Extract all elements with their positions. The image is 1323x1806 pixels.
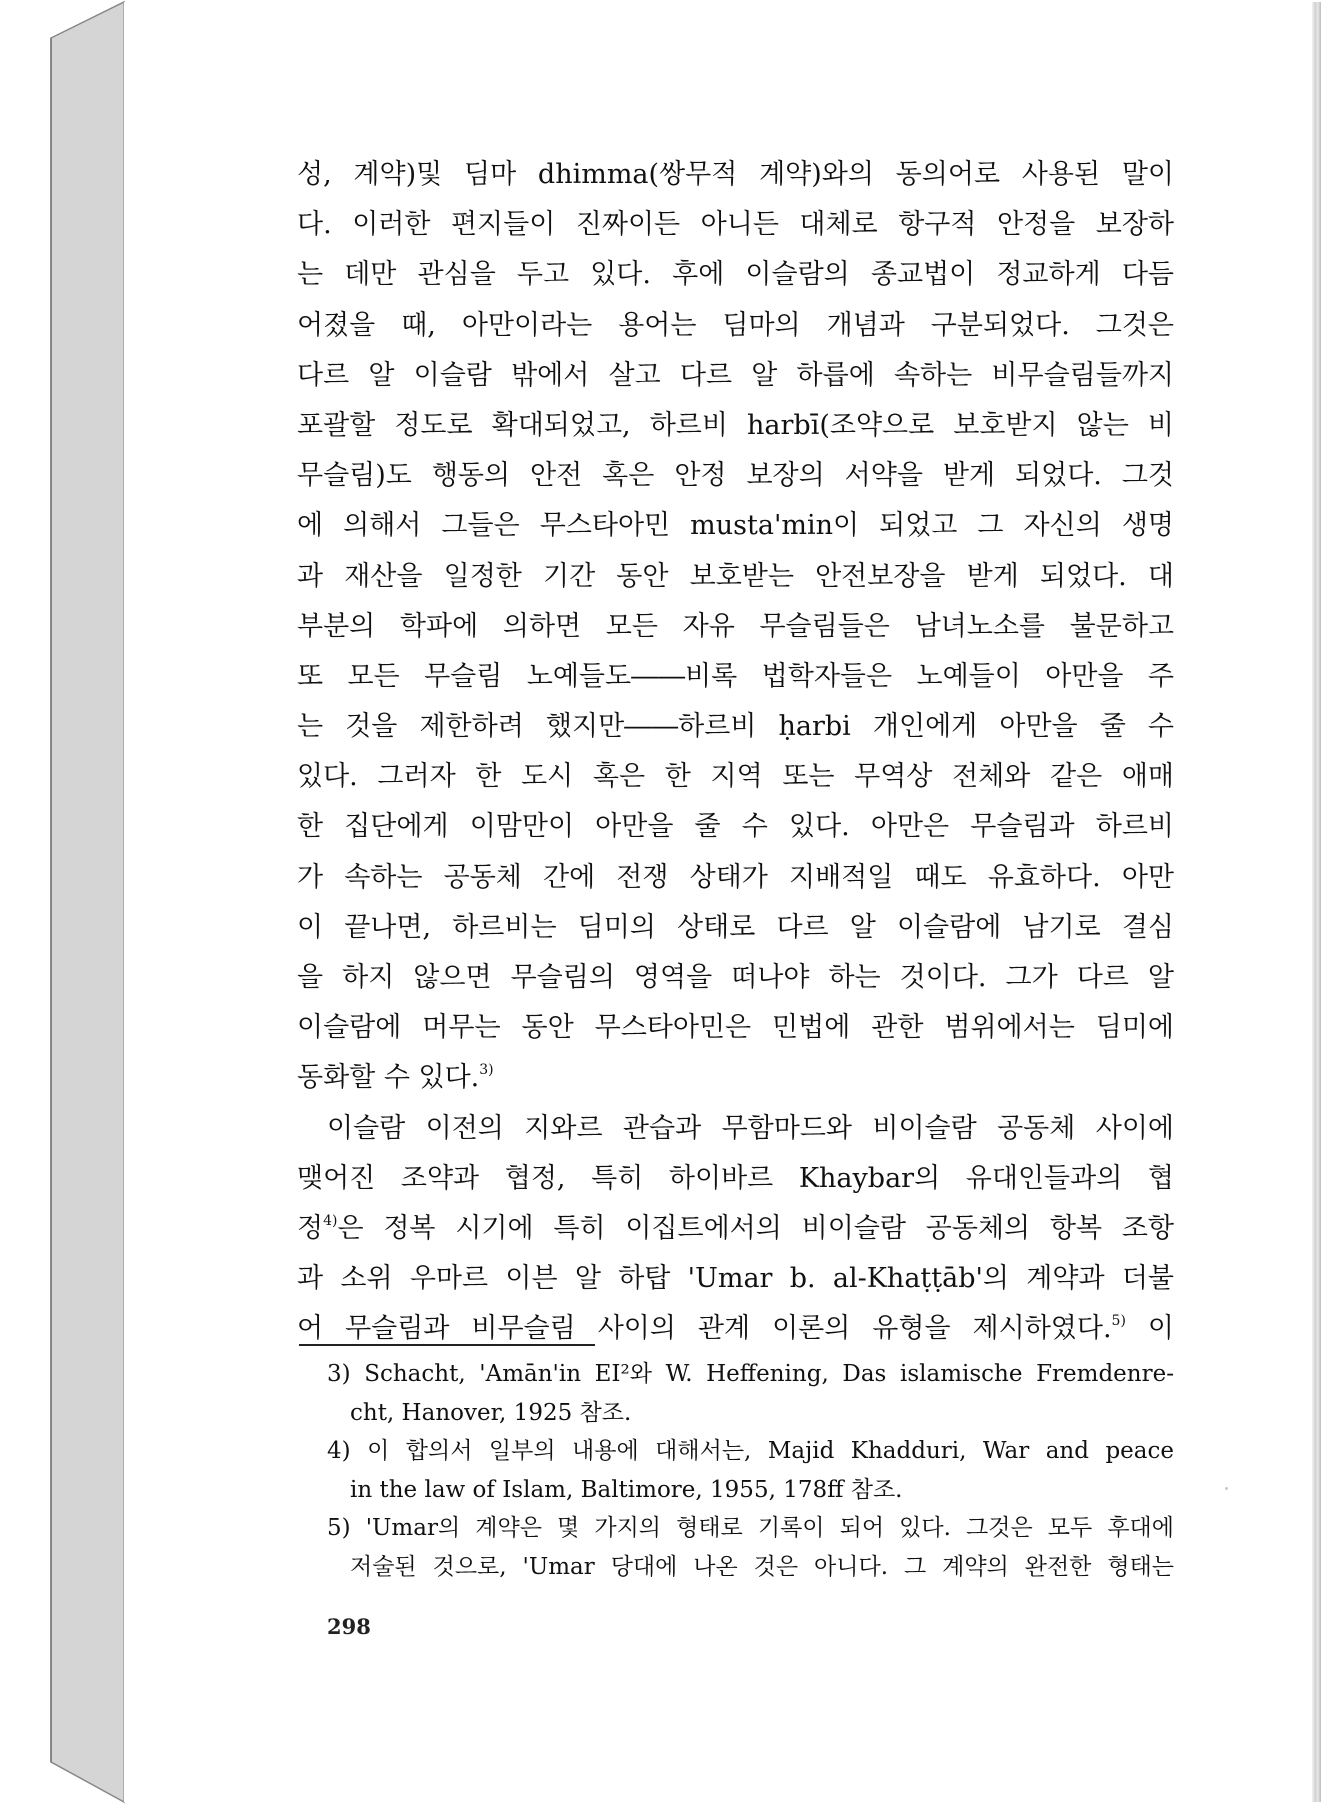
body-line: 과 재산을 일정한 기간 동안 보호받는 안전보장을 받게 되었다. 대 xyxy=(297,560,1174,592)
body-line: 이슬람에 머무는 동안 무스타아민은 민법에 관한 범위에서는 딤미에 xyxy=(297,1012,1174,1044)
body-text xyxy=(297,150,1174,1355)
body-line: 다. 이러한 편지들이 진짜이든 아니든 대체로 항구적 안정을 보장하 xyxy=(297,209,1174,241)
footnote-ref-3[interactable]: 3) xyxy=(479,1062,494,1079)
body-line xyxy=(297,1053,1174,1103)
body-line: 을 하지 않으면 무슬림의 영역을 떠나야 하는 것이다. 그가 다르 알 xyxy=(297,962,1174,993)
footnote-line: 5) 'Umar의 계약은 몇 가지의 형태로 기록이 되어 있다. 그것은 모두 후대에 xyxy=(327,1515,1174,1541)
body-line: 부분의 학파에 의하면 모든 자유 무슬림들은 남녀노소를 불문하고 xyxy=(297,610,1174,642)
body-line: 맺어진 조약과 협정, 특히 하이바르 Khaybar의 유대인들과의 협 xyxy=(297,1162,1174,1194)
body-line: 에 의해서 그들은 무스타아민 musta'min이 되었고 그 자신의 생명 xyxy=(297,510,1174,542)
footnotes xyxy=(327,1355,1174,1586)
footnote-ref-5[interactable]: 5) xyxy=(1111,1313,1126,1330)
body-line xyxy=(297,1204,1174,1254)
footnote-line: 3) Schacht, 'Amān'in EI²와 W. Heffening, Das islamische Fremdenre- xyxy=(327,1361,1174,1387)
body-line: 무슬림)도 행동의 안전 혹은 안정 보장의 서약을 받게 되었다. 그것 xyxy=(297,460,1174,492)
page-number: 298 xyxy=(327,1614,371,1639)
body-line: 성, 계약)및 딤마 dhimma(쌍무적 계약)와의 동의어로 사용된 말이 xyxy=(297,159,1174,190)
footnote-5 xyxy=(327,1509,1174,1586)
body-line: 과 소위 우마르 이븐 알 하탑 'Umar b. al-Khaṭṭāb'의 계약과 더불 xyxy=(297,1263,1174,1295)
speck xyxy=(1225,1487,1228,1490)
body-line: 한 집단에게 이맘만이 아만을 줄 수 있다. 아만은 무슬림과 하르비 xyxy=(297,811,1174,843)
body-line: 는 것을 제한하려 했지만――하르비 ḥarbi 개인에게 아만을 줄 수 xyxy=(297,711,1174,743)
body-line-text: 은 정복 시기에 특히 이집트에서의 비이슬람 공동체의 항복 조항 xyxy=(337,1212,1174,1244)
body-line-text: 정 xyxy=(297,1212,324,1244)
body-line-text: 어 무슬림과 비무슬림 사이의 관계 이론의 유형을 제시하였다. xyxy=(297,1313,1112,1345)
body-line: 다르 알 이슬람 밖에서 살고 다르 알 하릅에 속하는 비무슬림들까지 xyxy=(297,359,1174,391)
footnote-line: cht, Hanover, 1925 참조. xyxy=(350,1399,632,1426)
body-line: 어졌을 때, 아만이라는 용어는 딤마의 개념과 구분되었다. 그것은 xyxy=(297,309,1174,341)
footnote-line: in the law of Islam, Baltimore, 1955, 178ff 참조. xyxy=(350,1476,903,1503)
footnote-line: 저술된 것으로, 'Umar 당대에 나온 것은 아니다. 그 계약의 완전한 형태는 xyxy=(350,1553,1174,1580)
body-line: 가 속하는 공동체 간에 전쟁 상태가 지배적일 때도 유효하다. 아만 xyxy=(297,861,1174,893)
body-line: 는 데만 관심을 두고 있다. 후에 이슬람의 종교법이 정교하게 다듬 xyxy=(297,259,1174,291)
body-line: 또 모든 무슬림 노예들도――비록 법학자들은 노예들이 아만을 주 xyxy=(297,660,1174,692)
body-line: 있다. 그러자 한 도시 혹은 한 지역 또는 무역상 전체와 같은 애매 xyxy=(297,761,1174,793)
body-line: 이 끝나면, 하르비는 딤미의 상태로 다르 알 이슬람에 남기로 결심 xyxy=(297,911,1174,943)
footnote-3 xyxy=(327,1355,1174,1432)
body-line: 이슬람 이전의 지와르 관습과 무함마드와 비이슬람 공동체 사이에 xyxy=(327,1112,1174,1144)
footnote-rule xyxy=(299,1344,595,1346)
footnote-ref-4[interactable]: 4) xyxy=(323,1212,338,1229)
body-line xyxy=(297,1304,1174,1354)
body-line: 포괄할 정도로 확대되었고, 하르비 harbī(조약으로 보호받지 않는 비 xyxy=(297,409,1174,441)
footnote-4 xyxy=(327,1432,1174,1509)
page-edge xyxy=(1312,2,1321,1802)
footnote-line: 4) 이 합의서 일부의 내용에 대해서는, Majid Khadduri, War and peace xyxy=(327,1438,1174,1464)
body-line-text: 이 xyxy=(1147,1313,1174,1345)
body-line-text: 동화할 수 있다. xyxy=(297,1062,480,1094)
